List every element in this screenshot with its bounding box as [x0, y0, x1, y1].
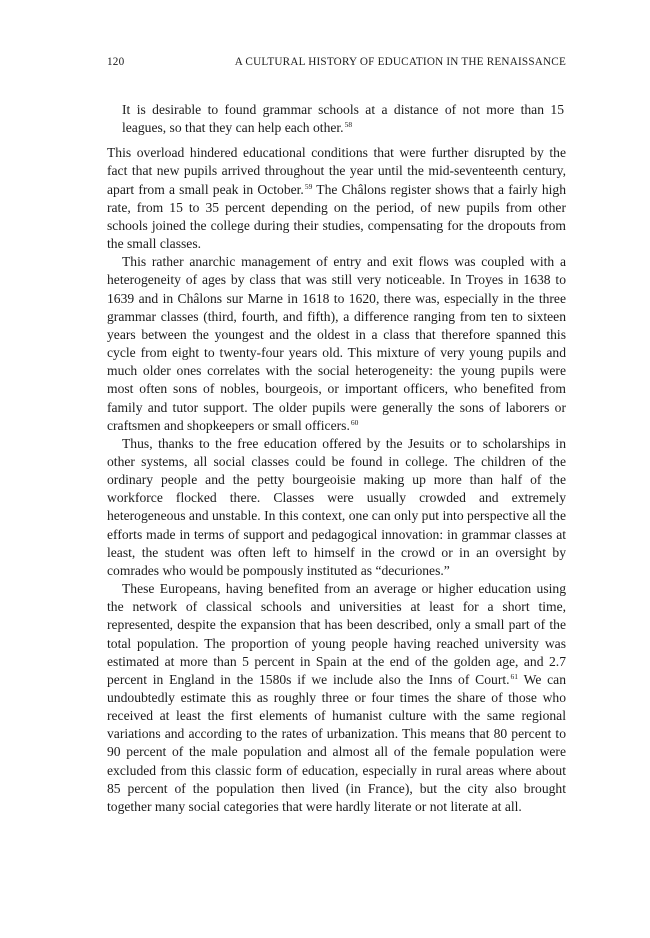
body-text — [107, 101, 566, 816]
block-quote — [107, 101, 566, 137]
paragraph-1-text-a: This overload hindered educational conditions that were further disrupted by the fact that new pupils arrived throughout the year until the mid-seventeenth century, apart from a small peak in October. — [107, 145, 566, 197]
paragraph-4 — [107, 580, 566, 816]
block-quote-text: It is desirable to found grammar schools at a distance of not more than 15 leagues, so that they can help each other. — [122, 102, 564, 136]
paragraph-4-text-b: We can undoubtedly estimate this as roughly three or four times the share of those who received at least the first elements of humanist culture with the same regional variations and according to the rates of urbanization. This means that 80 percent to 90 percent of the male population and almost all of the female population were excluded from this classic form of education, especially in rural areas where about 85 percent of the population then lived (in France), but the city also brought together many social categories that were hardly literate or not literate at all. — [107, 671, 566, 814]
paragraph-2 — [107, 253, 566, 435]
running-title: A CULTURAL HISTORY OF EDUCATION IN THE RENAISSANCE — [234, 56, 566, 68]
paragraph-3 — [107, 435, 566, 580]
paragraph-1-text-b: The Châlons register shows that a fairly high rate, from 15 to 35 percent depending on the period, of new pupils from other schools joined the college during their studies, compensating for the dropouts from the small classes. — [107, 181, 566, 252]
paragraph-3-text: Thus, thanks to the free education offered by the Jesuits or to scholarships in other systems, all social classes could be found in college. The children of the ordinary people and the petty bourgeoisie making up more than half of the workforce flocked there. Classes were usually crowded and extremely heterogeneous and unstable. In this context, one can only put into perspective all the efforts made in terms of support and pedagogical innovation: in grammar classes at least, the student was often left to himself in the crowd or in an oversight by comrades who would be pompously instituted as “decuriones.” — [107, 435, 566, 578]
page-number: 120 — [107, 56, 125, 68]
paragraph-4-text-a: These Europeans, having benefited from an average or higher education using the network of classical schools and universities at least for a short time, represented, despite the expansion that has been described, only a small part of the total population. The proportion of young people having reached university was estimated at more than 5 percent in Spain at the end of the golden age, and 2.7 percent in England in the 1580s if we include also the Inns of Court. — [107, 581, 566, 687]
footnote-ref-58: 58 — [344, 120, 353, 130]
footnote-ref-60: 60 — [350, 417, 359, 427]
paragraph-2-text: This rather anarchic management of entry and exit flows was coupled with a heterogeneity of ages by class that was still very noticeable. In Troyes in 1638 to 1639 and in Châlons sur Marne in 1618 to 1620, there was, especially in the three grammar classes (third, fourth, and fifth), a difference ranging from ten to sixteen years between the youngest and the oldest in a class that therefore spanned this cycle from eight to twenty-four years old. This mixture of very young pupils and much older ones correlates with the social heterogeneity: the young pupils were most often sons of nobles, bourgeois, or important officers, who benefited from family and tutor support. The older pupils were generally the sons of laborers or craftsmen and shopkeepers or small officers. — [107, 254, 566, 433]
footnote-ref-61: 61 — [510, 671, 519, 681]
running-header — [107, 56, 566, 72]
footnote-ref-59: 59 — [304, 181, 313, 191]
paragraph-1 — [107, 144, 566, 253]
